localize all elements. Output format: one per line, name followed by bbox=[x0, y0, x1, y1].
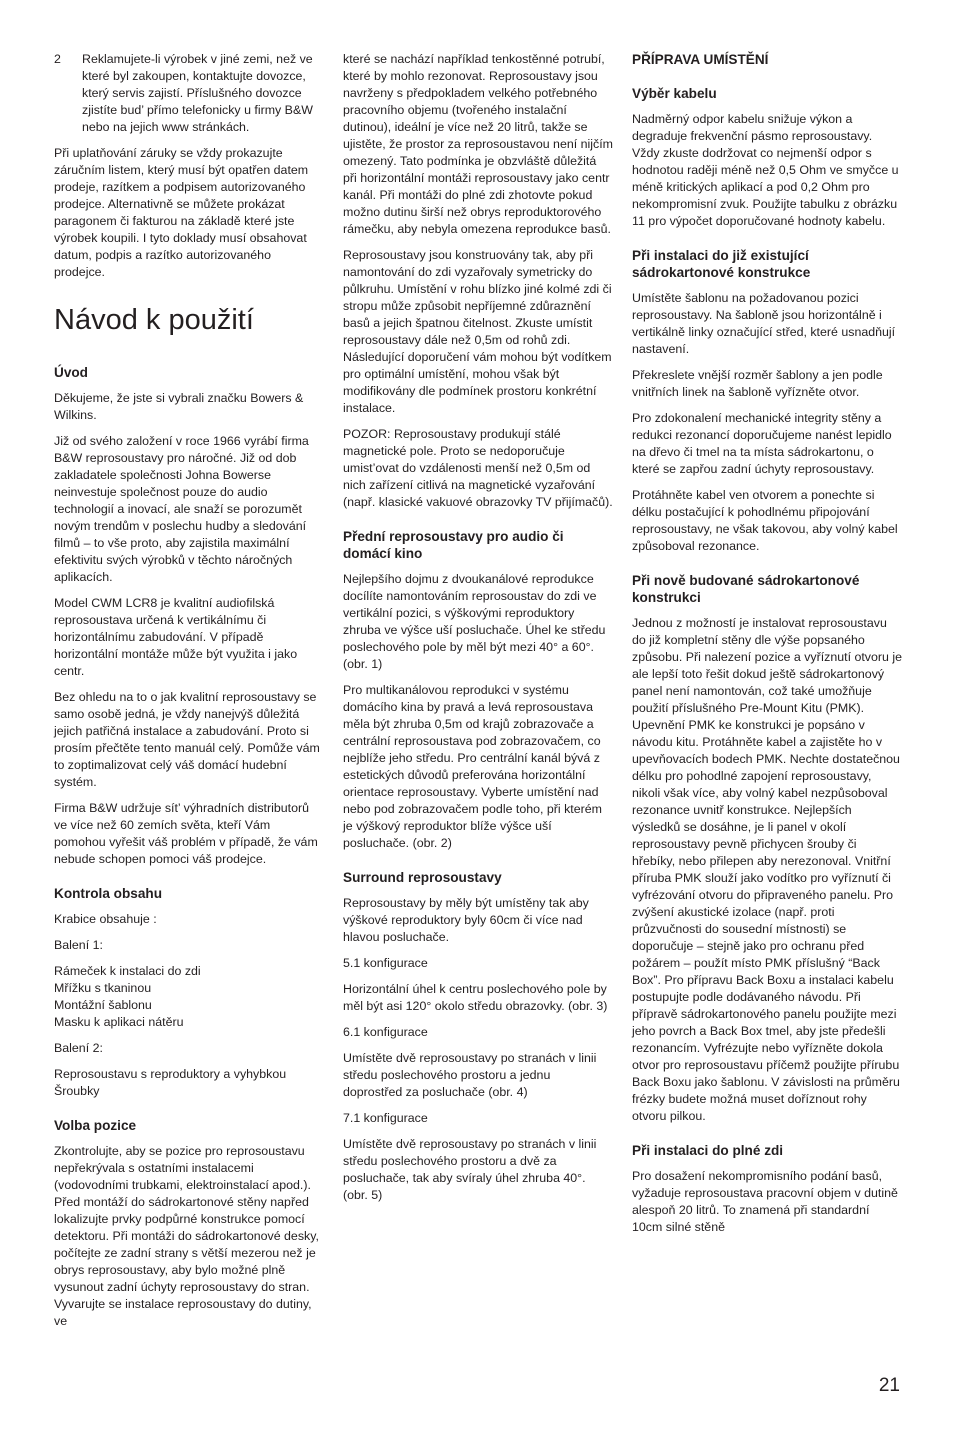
paragraph: Nadměrný odpor kabelu snižuje výkon a degraduje frekvenční pásmo reprosoustavy. Vždy zkuste dodržovat co nejmenší odpor s hodnotou raději méně než 0,5 Ohm ve smyčce u méně kritických aplikací a pod 0,2 Ohm pro nekompromisní zvuk. Použijte tabulku z obrázku 11 pro výpočet doporučované hodnoty kabelu. bbox=[632, 112, 899, 228]
paragraph: Zkontrolujte, aby se pozice pro reprosoustavu nepřekrývala s ostatními instalacemi (vodovodními trubkami, elektroinstalací apod.). Před montáží do sádrokartonové stěny napřed lokalizujte prvky podpůrné konstrukce pomocí detektoru. Při montáži do sádrokartonové desky, počítejte ze zadní strany s větší mezerou než je obrys reprosoustavy, aby bylo možné plně vysunout zadní úchyty reprosoustavy do stran. Vyvarujte se instalace reprosoustavy do dutiny, ve bbox=[54, 1144, 319, 1328]
list-line: Masku k aplikaci nátěru bbox=[54, 1015, 184, 1029]
paragraph: Pro dosažení nekompromisního podání basů, vyžaduje reprosoustava pracovní objem v dutině alespoň 20 litrů. To znamená při standardní 10cm silné stěně bbox=[632, 1169, 898, 1234]
paragraph: Jednou z možností je instalovat reprosoustavu do již kompletní stěny dle výše popsaného způsobu. Při nalezení pozice a vyříznutí otvoru je ale lepší toto řešit dokud ještě sádrokartonový panel není namontován, což také umožňuje použití příslušného Pre-Mount Kitu (PMK). Upevnění PMK ke konstrukci je popsáno v návodu kitu. Protáhněte kabel a zajistěte ho v upevňovacích bodech PMK. Nechte dostatečnou délku pro pohodlné zapojení reprosoustavy, nikoli však více, aby volný kabel nezpůsoboval rezonance uvnitř konstrukce. Nejlepších výsledků se dosáhne, je li panel v okolí reprosoustavy pevně přichycen šrouby či hřebíky, nebo přilepen aby nerezonoval. Vnitřní příruba PMK slouží jako vodítko pro vyříznutí či vyfrézování otvoru do připraveného panelu. Pro zvýšení akustické izolace (např. proti průzvučnosti do sousední místnosti) se doporučuje – stejně jako pro ochranu před požárem – použít místo PMK příslušný “Back Box”. Pro přípravu Back Boxu a instalaci kabelu postupujte podle dodávaného návodu. Při přípravě sádrokartonového panelu použijte mezi jeho povrch a Back Box tmel, aby jste předešli rezonancím. Vyfrézujte nebo vyřízněte dokola otvor pro reprosoustavu příčemž použijte přírubu Back Boxu jako šablonu. V závislosti na průměru frézky budete možná muset doříznout rohy otvoru pilkou. bbox=[632, 616, 902, 1123]
column-2 bbox=[343, 51, 613, 1213]
paragraph: Pro zdokonalení mechanické integrity stěny a redukci rezonancí doporučujeme nanést lepidlo na dřevo či tmel na ta místa sádrokartonu, o které se zapřou zadní úchyty reprosoustavy. bbox=[632, 411, 892, 476]
heading-nova-konstrukce: Při nově budované sádrokartonové konstrukci bbox=[632, 573, 860, 605]
heading-volba-pozice: Volba pozice bbox=[54, 1118, 137, 1133]
paragraph: Reprosoustavy jsou konstruovány tak, aby při namontování do zdi vyzařovaly symetricky do půlkruhu. Umístění v rohu blízko jiné kolmé zdi či stropu může způsobit nepříjemné zdůraznění basů a jejich špatnou čitelnost. Zkuste umístit reprosoustavy dále než 0,5m od rohů zdi. Následující doporučení vám mohou být vodítkem pro optimální umístění, mohou však být modifikovány dle podmínek prostoru konkrétní instalace. bbox=[343, 248, 612, 415]
paragraph: Model CWM LCR8 je kvalitní audiofilská reprosoustava určená k vertikálnímu či horizontálnímu zabudování. V případě horizontální montáže může být využita i jako centr. bbox=[54, 596, 298, 678]
item-number: 2 bbox=[54, 52, 61, 66]
heading-vyber-kabelu: Výběr kabelu bbox=[632, 86, 717, 101]
heading-plna-zed: Při instalaci do plné zdi bbox=[632, 1143, 784, 1158]
paragraph: Umístěte dvě reprosoustavy po stranách v linii středu poslechového prostoru a jednu doprostřed za posluchače (obr. 4) bbox=[343, 1051, 597, 1099]
list-line: Reprosoustavu s reproduktory a vyhybkou bbox=[54, 1067, 287, 1081]
paragraph: Horizontální úhel k centru poslechového pole by měl být asi 120° okolo středu obrazovky. (obr. 3) bbox=[343, 982, 608, 1013]
list-line: Rámeček k instalaci do zdi bbox=[54, 964, 201, 978]
paragraph: Reprosoustavy by měly být umístěny tak aby výškové reproduktory byly 60cm či více nad hlavou posluchače. bbox=[343, 896, 589, 944]
column-3 bbox=[632, 51, 902, 1245]
list-line: Montážní šablonu bbox=[54, 998, 152, 1012]
numbered-item bbox=[54, 51, 324, 136]
paragraph: Bez ohledu na to o jak kvalitní reprosoustavy se samo osobě jedná, je vždy nanejvýš důležitá jejich patřičná instalace a zabudování. Proto si prosím přečtěte tento manuál celý. Pomůže vám to zoptimalizovat celý váš domácí hudební systém. bbox=[54, 690, 320, 789]
package-2-list bbox=[54, 1066, 324, 1100]
warranty-paragraph: Při uplatňování záruky se vždy prokazujte záručním listem, který musí být opatřen datem prodeje, razítkem a podpisem autorizovaného prodejce. Alternativně se můžete prokázat paragonem či fakturou na základě které jste výrobek koupili. I tyto doklady musí obsahovat datum, podpis a razítko autorizovaného prodejce. bbox=[54, 146, 309, 279]
paragraph: Firma B&W udržuje sít’ výhradních distributorů ve více než 60 zemích světa, kteří Vám pomohou vyřešit váš problém v případě, že vám nebude schopen pomoci váš prodejce. bbox=[54, 801, 318, 866]
config-label: 6.1 konfigurace bbox=[343, 1025, 428, 1039]
paragraph: Umístěte dvě reprosoustavy po stranách v linii středu poslechového prostoru a dvě za posluchače, tak aby svíraly úhel zhruba 40°. (obr. 5) bbox=[343, 1137, 597, 1202]
paragraph: Umístěte šablonu na požadovanou pozici reprosoustavy. Na šabloně jsou horizontálně i vertikálně linky označující střed, které usnadňují nastavení. bbox=[632, 291, 896, 356]
paragraph: Již od svého založení v roce 1966 vyrábí firma B&W reprosoustavy pro náročné. Již od dob zakladatele společnosti Johna Bowerse neinvestuje společnost pouze do audio technologií a inovací, ale snaží se porozumět novým trendům v poslechu hudby a sledování filmů – to vše proto, aby zajistila maximální efektivitu svých výrobků v těchto náročných aplikacích. bbox=[54, 434, 309, 584]
paragraph: Překreslete vnější rozměr šablony a jen podle vnitřních linek na šabloně vyřízněte otvor. bbox=[632, 368, 883, 399]
heading-uvod: Úvod bbox=[54, 365, 88, 380]
paragraph: Nejlepšího dojmu z dvoukanálové reprodukce docílíte namontováním reprosoustav do zdi ve vertikální pozici, s výškovými reproduktory zhruba ve výšce uší posluchače. Úhel ke středu poslechového pole by měl být mezi 40° a 60°. (obr. 1) bbox=[343, 572, 606, 671]
package-1-list bbox=[54, 963, 324, 1031]
list-line: Mřížku s tkaninou bbox=[54, 981, 152, 995]
heading-existujici-konstrukce: Při instalaci do již existující sádrokartonové konstrukce bbox=[632, 248, 811, 280]
column-1 bbox=[54, 51, 324, 1339]
item-text: Reklamujete-li výrobek v jiné zemi, než ve které byl zakoupen, kontaktujte dovozce, který servis zajistí. Příslušného dovozce zjistíte bud’ přímo telefonicky u firmy B&W nebo na jejich www stránkách. bbox=[82, 52, 313, 134]
paragraph: Balení 2: bbox=[54, 1041, 103, 1055]
paragraph: které se nachází například tenkostěnné potrubí, které by mohlo rezonovat. Reprosoustavy jsou navrženy s předpokladem velkého potřebného pracovního objemu (tvořeného instalační dutinou), ideální je více než 20 litrů, takže se ujistěte, že prostor za reprosoustavou není nijčím omezený. Tato podmínka je obzvláště důležitá při horizontální montáži reprosoustavy jako centr kanál. Při montáži do plné zdi zhotovte pokud možno dutinu širší než obrys reproduktorového rámečku, aby nebyla omezena reprodukce basů. bbox=[343, 52, 613, 236]
page-number: 21 bbox=[878, 1375, 900, 1396]
paragraph: Děkujeme, že jste si vybrali značku Bowers & Wilkins. bbox=[54, 391, 304, 422]
paragraph: Krabice obsahuje : bbox=[54, 912, 157, 926]
heading-kontrola-obsahu: Kontrola obsahu bbox=[54, 886, 162, 901]
section-heading-priprava: PŘÍPRAVA UMÍSTĚNÍ bbox=[632, 52, 769, 67]
paragraph: Pro multikanálovou reprodukci v systému domácího kina by pravá a levá reprosoustava měla být zhruba 0,5m od krajů zobrazovače a centrální reprosoustava pod zobrazovačem, co nejblíže jeho středu. Pro centrální kanál bývá z estetických důvodů preferována horizontální orientace reprosoustavy. Vyberte umístění nad nebo pod zobrazovačem podle toho, při kterém je výškový reproduktor blíže výšce uší posluchače. (obr. 2) bbox=[343, 683, 602, 850]
heading-surround: Surround reprosoustavy bbox=[343, 870, 502, 885]
page-title: Návod k použití bbox=[54, 304, 254, 336]
paragraph: Balení 1: bbox=[54, 938, 103, 952]
paragraph: Protáhněte kabel ven otvorem a ponechte si délku postačující k pohodlnému připojování reprosoustavy, ne však takovou, aby volný kabel způsoboval rezonance. bbox=[632, 488, 898, 553]
heading-predni-reprosoustavy: Přední reprosoustavy pro audio či domácí kino bbox=[343, 529, 564, 561]
config-label: 5.1 konfigurace bbox=[343, 956, 428, 970]
paragraph: POZOR: Reprosoustavy produkují stálé magnetické pole. Proto se nedoporučuje umist’ovat do vzdálenosti menší než 0,5m od nich zařízení citlivá na magnetické vyzařování (např. klasické vakuové obrazovky TV přijímačů). bbox=[343, 427, 613, 509]
list-line: Šroubky bbox=[54, 1084, 100, 1098]
config-label: 7.1 konfigurace bbox=[343, 1111, 428, 1125]
